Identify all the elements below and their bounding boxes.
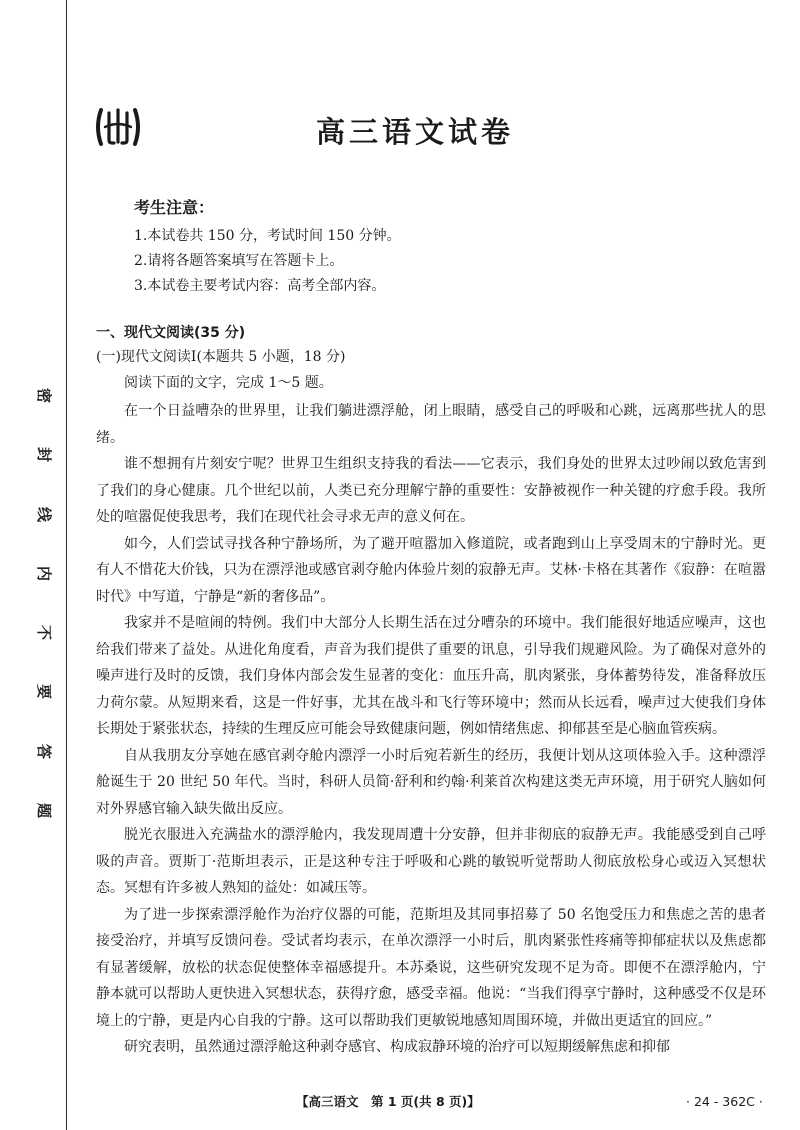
passage-paragraph: 我家并不是喧闹的特例。我们中大部分人长期生活在过分嘈杂的环境中。我们能很好地适应噪声，这也给我们带来了益处。从进化角度看，声音为我们提供了重要的讯息，引导我们规避风险。为了确保对意外的噪声进行及时的反馈，我们身体内部会发生显著的变化：血压升高，肌肉紧张，身体蓄势待发，准备释放压力荷尔蒙。从短期来看，这是一件好事，尤其在战斗和飞行等环境中；然而从长远看，噪声过大使我们身体长期处于紧张状态，持续的生理反应可能会导致健康问题，例如情绪焦虑、抑郁甚至是心脑血管疾病。 (96, 615, 766, 737)
binding-line (66, 0, 67, 1130)
footer-exam-code: · 24 - 362C · (686, 1094, 763, 1109)
section-heading: 一、现代文阅读(35 分) (96, 325, 246, 341)
binding-char: 答 (35, 743, 54, 759)
binding-char: 密 (35, 387, 54, 404)
notice-item: 3.本试卷主要考试内容：高考全部内容。 (134, 278, 386, 294)
binding-char: 题 (35, 802, 54, 818)
page-title: 高三语文试卷 (315, 115, 514, 149)
notice-heading: 考生注意： (134, 198, 215, 217)
binding-char: 封 (35, 447, 54, 463)
footer-page-info: 【高三语文 第 1 页(共 8 页)】 (296, 1094, 480, 1109)
passage-paragraph: 在一个日益嘈杂的世界里，让我们躺进漂浮舱，闭上眼睛，感受自己的呼吸和心跳，远离那些扰人的思绪。 (96, 403, 766, 446)
notice-item: 1.本试卷共 150 分，考试时间 150 分钟。 (134, 228, 401, 244)
passage-paragraph: 为了进一步探索漂浮舱作为治疗仪器的可能，范斯坦及其同事招募了 50 名饱受压力和焦虑之苦的患者接受治疗，并填写反馈问卷。受试者均表示，在单次漂浮一小时后，肌肉紧张性疼痛等抑郁症状以及焦虑都有显著缓解，放松的状态促使整体幸福感提升。本苏桑说，这些研究发现不足为奇。即便不在漂浮舱内，宁静本就可以帮助人更快进入冥想状态，获得疗愈，感受幸福。他说：“当我们得享宁静时，这种感受不仅是环境上的宁静，更是内心自我的宁静。这可以帮助我们更敏锐地感知周围环境，并做出更适宜的回应。” (96, 906, 766, 1029)
binding-char: 不 (35, 625, 54, 641)
exam-notice (134, 196, 734, 299)
passage-paragraph: 脱光衣服进入充满盐水的漂浮舱内，我发现周遭十分安静，但并非彻底的寂静无声。我能感受到自己呼吸的声音。贾斯丁·范斯坦表示，正是这种专注于呼吸和心跳的敏锐听觉帮助人彻底放松身心或迈入冥想状态。冥想有许多被人熟知的益处：如减压等。 (96, 827, 766, 896)
notice-item: 2.请将各题答案填写在答题卡上。 (134, 253, 344, 269)
passage-paragraph: 如今，人们尝试寻找各种宁静场所，为了避开喧嚣加入修道院，或者跑到山上享受周末的宁静时光。更有人不惜花大价钱，只为在漂浮池或感官剥夺舱内体验片刻的寂静无声。艾林·卡格在其著作《寂静：在喧嚣时代》中写道，宁静是“新的奢侈品”。 (96, 535, 766, 605)
binding-char: 要 (35, 684, 54, 700)
reading-section (96, 322, 766, 1061)
passage-paragraph: 自从我朋友分享她在感官剥夺舱内漂浮一小时后宛若新生的经历，我便计划从这项体验入手。这种漂浮舱诞生于 20 世纪 50 年代。当时，科研人员简·舒利和约翰·利莱首次构建这类无声环境，用于研究人脑如何对外界感官输入缺失做出反应。 (96, 747, 766, 817)
binding-char: 内 (35, 565, 54, 581)
reading-instruction: 阅读下面的文字，完成 1～5 题。 (124, 375, 333, 391)
passage-paragraph: 研究表明，虽然通过漂浮舱这种剥夺感官、构成寂静环境的治疗可以短期缓解焦虑和抑郁 (124, 1039, 670, 1055)
sub-section-heading: (一)现代文阅读Ⅰ(本题共 5 小题，18 分) (96, 349, 346, 365)
binding-char: 线 (35, 506, 54, 522)
binding-warning (34, 388, 54, 818)
passage-paragraph: 谁不想拥有片刻安宁呢？世界卫生组织支持我的看法——它表示，我们身处的世界太过吵闹以致危害到了我们的身心健康。几个世纪以前，人类已充分理解宁静的重要性：安静被视作一种关键的疗愈手段。我所处的喧嚣促使我思考，我们在现代社会寻求无声的意义何在。 (96, 456, 766, 525)
